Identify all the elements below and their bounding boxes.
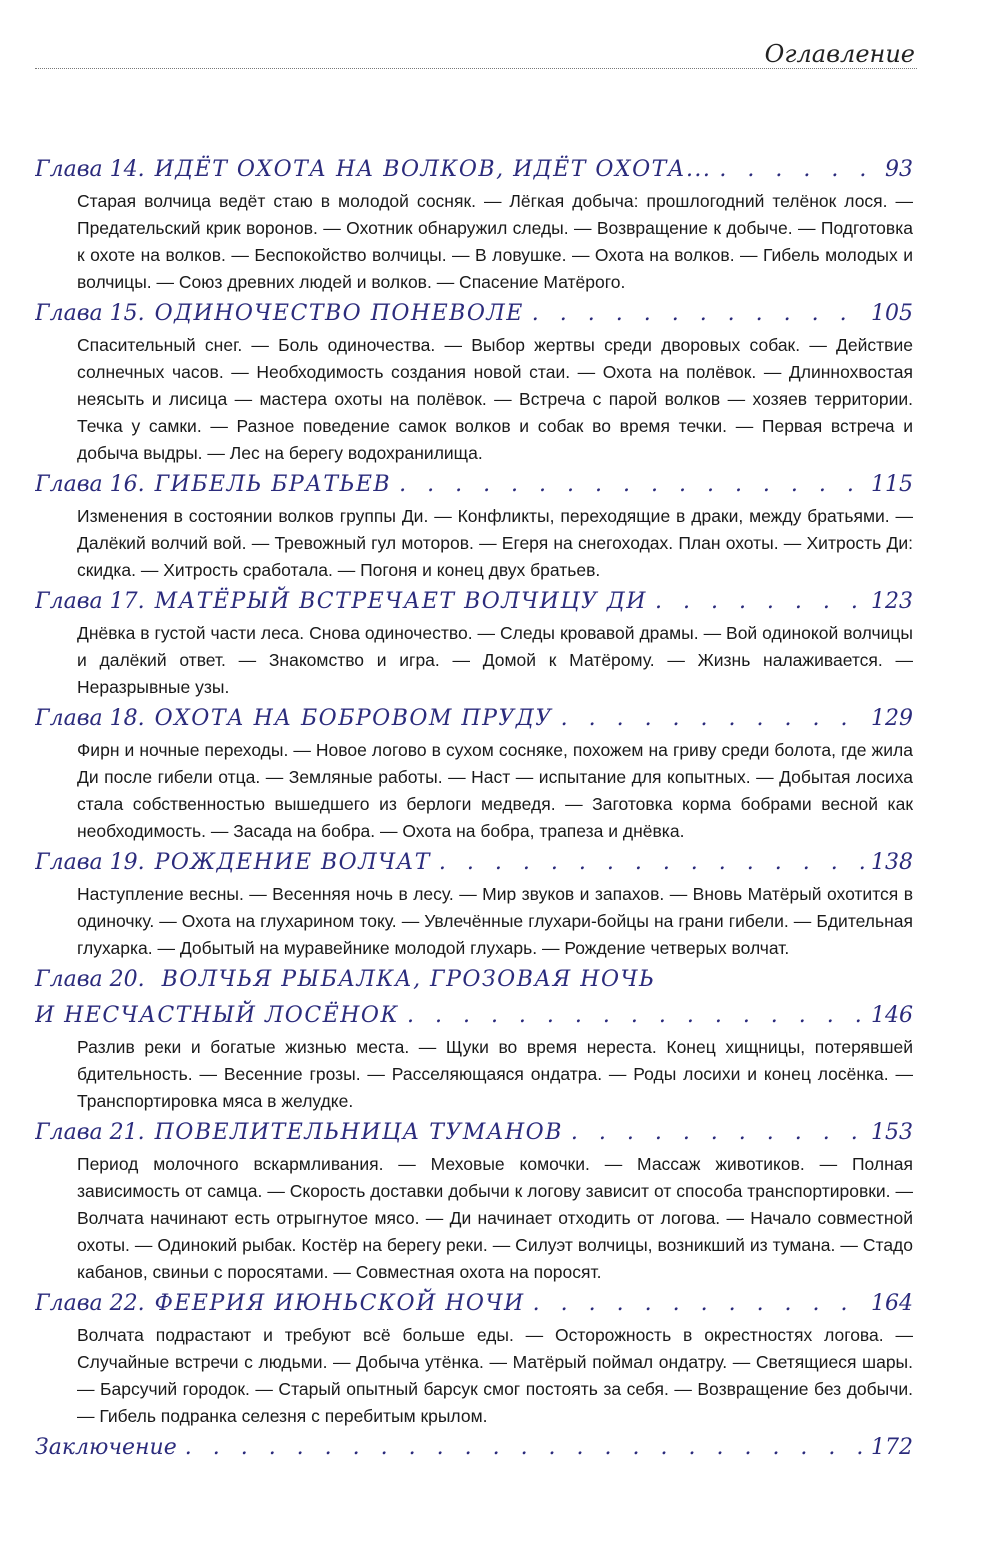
dot-leader	[719, 152, 879, 188]
chapter-description: Разлив реки и богатые жизнью места. — Щуки во время нереста. Конец хищницы, потерявшей бдительность. — Весенние грозы. — Расселяющаяся ондатра. — Роды лосихи и конец лосёнка. — Транспортировка мяса в желудке.	[77, 1037, 913, 1111]
chapter-description: Наступление весны. — Весенняя ночь в лесу. — Мир звуков и запахов. — Вновь Матёрый охотится в одиночку. — Охота на глухарином току. — Увлечённые глухари-бойцы на грани гибели. — Бдительная глухарка. — Добытый на муравейнике молодой глухарь. — Рождение четверых волчат.	[77, 884, 913, 958]
chapter-heading[interactable]	[35, 1115, 913, 1151]
dot-leader	[185, 1430, 865, 1466]
chapter-heading[interactable]	[35, 1286, 913, 1322]
page-number: 138	[871, 850, 913, 875]
chapter-title: ОХОТА НА БОБРОВОМ ПРУДУ	[154, 706, 553, 731]
chapter-number: Глава 15.	[35, 301, 145, 326]
chapter-title: ГИБЕЛЬ БРАТЬЕВ	[154, 472, 392, 497]
toc-entry-conclusion[interactable]	[35, 1430, 913, 1466]
chapter-number: Глава 22.	[35, 1291, 145, 1316]
chapter-heading[interactable]	[35, 845, 913, 881]
chapter-heading[interactable]	[35, 998, 913, 1034]
toc-entry-chapter-18	[35, 701, 913, 845]
header-divider	[35, 68, 917, 69]
chapter-title: РОЖДЕНИЕ ВОЛЧАТ	[154, 850, 431, 875]
toc-entry-chapter-19	[35, 845, 913, 962]
toc-entry-chapter-15	[35, 296, 913, 467]
dot-leader	[399, 467, 865, 503]
chapter-description: Период молочного вскармливания. — Меховые комочки. — Массаж животиков. — Полная зависимость от самца. — Скорость доставки добычи к логову зависит от способа транспортировки. — Волчата начинают есть отрыгнутое мясо. — Ди начинает отходить от логова. — Начало совместной охоты. — Одинокий рыбак. Костёр на берегу реки. — Силуэт волчицы, возникший из тумана. — Стадо кабанов, свиньи с поросятами. — Совместная охота на поросят.	[77, 1154, 913, 1282]
page-number: 146	[871, 1003, 913, 1028]
chapter-description: Изменения в состоянии волков группы Ди. — Конфликты, переходящие в драки, между братьями. — Далёкий волчий вой. — Тревожный гул моторов. — Егеря на снегоходах. План охоты. — Хитрость Ди: скидка. — Хитрость сработала. — Погоня и конец двух братьев.	[77, 506, 913, 580]
toc-entry-chapter-17	[35, 584, 913, 701]
page-number: 105	[871, 301, 913, 326]
chapter-title-continued: И НЕСЧАСТНЫЙ ЛОСЁНОК	[35, 1003, 399, 1028]
page-number: 164	[871, 1291, 913, 1316]
page-number: 115	[871, 472, 913, 497]
chapter-number: Глава 21.	[35, 1120, 145, 1145]
chapter-title: ПОВЕЛИТЕЛЬНИЦА ТУМАНОВ	[154, 1120, 563, 1145]
chapter-description: Днёвка в густой части леса. Снова одиночество. — Следы кровавой драмы. — Вой одинокой волчицы и далёкий ответ. — Знакомство и игра. — Домой к Матёрому. — Жизнь налаживается. — Неразрывные узы.	[77, 623, 913, 697]
dot-leader	[439, 845, 865, 881]
chapter-number: Глава 20.	[35, 967, 145, 992]
chapter-title: ОДИНОЧЕСТВО ПОНЕВОЛЕ	[154, 301, 524, 326]
dot-leader	[532, 296, 865, 332]
chapter-title: ФЕЕРИЯ ИЮНЬСКОЙ НОЧИ	[154, 1291, 525, 1316]
chapter-number: Глава 18.	[35, 706, 145, 731]
chapter-description: Волчата подрастают и требуют всё больше еды. — Осторожность в окрестностях логова. — Случайные встречи с людьми. — Добыча утёнка. — Матёрый поймал ондатру. — Светящиеся шары. — Барсучий городок. — Старый опытный барсук смог постоять за себя. — Возвращение без добычи. — Гибель подранка селезня с перебитым крылом.	[77, 1325, 913, 1426]
chapter-title: МАТЁРЫЙ ВСТРЕЧАЕТ ВОЛЧИЦУ ДИ	[154, 589, 647, 614]
chapter-description: Спасительный снег. — Боль одиночества. — Выбор жертвы среди дворовых собак. — Действие солнечных часов. — Необходимость создания новой стаи. — Охота на полёвок. — Длиннохвостая неясыть и лисица — мастера охоты на полёвок. — Встреча с парой волков — хозяев территории. Течка у самки. — Разное поведение самок волков и собак во время течки. — Первая встреча и добыча выдры. — Лес на берегу водохранилища.	[77, 335, 913, 463]
toc-entry-chapter-22	[35, 1286, 913, 1430]
conclusion-title: Заключение	[35, 1435, 177, 1460]
page-number: 123	[871, 589, 913, 614]
chapter-heading[interactable]	[35, 296, 913, 332]
chapter-heading[interactable]	[35, 467, 913, 503]
chapter-description: Старая волчица ведёт стаю в молодой сосняк. — Лёгкая добыча: прошлогодний телёнок лося. — Предательский крик воронов. — Охотник обнаружил следы. — Возвращение к добыче. — Подготовка к охоте на волков. — Беспокойство волчицы. — В ловушке. — Охота на волков. — Гибель молодых и волчицы. — Союз древних людей и волков. — Спасение Матёрого.	[77, 191, 913, 292]
running-header-title: Оглавление	[764, 40, 915, 68]
chapter-number: Глава 14.	[35, 157, 145, 182]
chapter-description: Фирн и ночные переходы. — Новое логово в сухом сосняке, похожем на гриву среди болота, где жила Ди после гибели отца. — Земляные работы. — Наст — испытание для копытных. — Добытая лосиха стала собственностью вышедшего из берлоги медведя. — Заготовка корма бобрами весной как необходимость. — Засада на бобра. — Охота на бобра, трапеза и днёвка.	[77, 740, 913, 841]
page-number: 172	[871, 1435, 913, 1460]
page-number: 93	[885, 157, 913, 182]
chapter-number: Глава 17.	[35, 589, 145, 614]
table-of-contents	[35, 152, 913, 1466]
dot-leader	[571, 1115, 865, 1151]
dot-leader	[407, 998, 865, 1034]
chapter-number: Глава 19.	[35, 850, 145, 875]
chapter-title: ИДЁТ ОХОТА НА ВОЛКОВ, ИДЁТ ОХОТА...	[154, 157, 712, 182]
chapter-title: ВОЛЧЬЯ РЫБАЛКА, ГРОЗОВАЯ НОЧЬ	[161, 967, 656, 992]
toc-entry-chapter-21	[35, 1115, 913, 1286]
chapter-number: Глава 16.	[35, 472, 145, 497]
toc-entry-chapter-20	[35, 962, 913, 1115]
toc-entry-chapter-16	[35, 467, 913, 584]
chapter-heading[interactable]	[35, 584, 913, 620]
dot-leader	[533, 1286, 865, 1322]
toc-entry-chapter-14	[35, 152, 913, 296]
page-number: 129	[871, 706, 913, 731]
dot-leader	[655, 584, 865, 620]
dot-leader	[561, 701, 865, 737]
page-number: 153	[871, 1120, 913, 1145]
chapter-heading[interactable]	[35, 701, 913, 737]
chapter-heading[interactable]	[35, 152, 913, 188]
chapter-heading-first-line[interactable]	[35, 962, 913, 998]
